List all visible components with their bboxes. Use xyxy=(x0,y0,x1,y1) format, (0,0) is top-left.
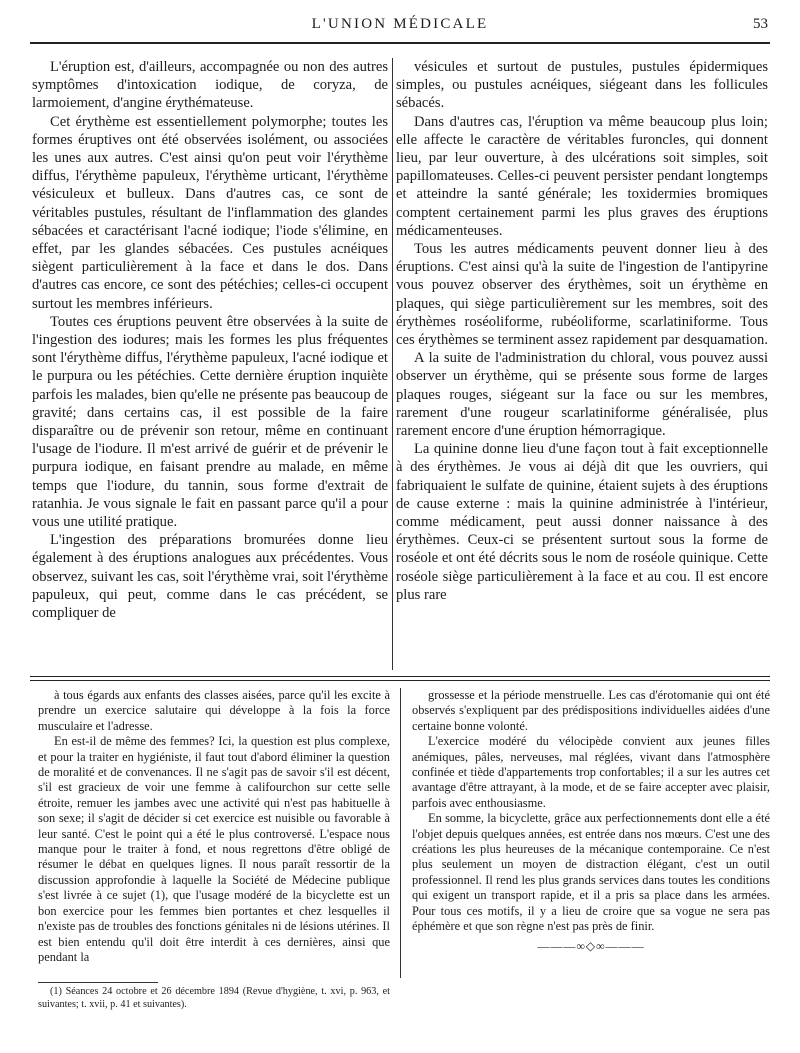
paragraph: A la suite de l'administration du chloral, vous pouvez aussi observer un érythème, qui se présente sous forme de larges plaques rouges, siégeant sur la face ou sur les membres, rarement d'une rougeur scarlatiniforme généralisée, plus rarement encore d'une éruption hémorragique. xyxy=(396,350,768,440)
main-column-left xyxy=(32,58,388,670)
paragraph: La quinine donne lieu d'une façon tout à fait exceptionnelle à des érythèmes. Je vous ai déjà dit que les ouvriers, qui fabriquaient le sulfate de quinine, étaient sujets à des éruptions de cause externe : mais la quinine administrée à l'intérieur, comme médicament, peut aussi donner naissance à des érythèmes. Ceux-ci se présentent surtout sous la forme de roséole et ont été décrits sous le nom de roséole quinique. Cette roséole siège particulièrement à la face et au cou. Il est encore plus rare xyxy=(396,441,768,603)
paragraph: L'ingestion des préparations bromurées donne lieu également à des éruptions analogues aux précédentes. Vous observez, suivant les cas, soit l'érythème vrai, soit l'érythème papuleux, qui peut, comme dans le cas précédent, se compliquer de xyxy=(32,532,388,622)
page-number: 53 xyxy=(753,16,768,32)
main-article xyxy=(30,58,770,670)
paragraph: Dans d'autres cas, l'éruption va même beaucoup plus loin; elle affecte le caractère de véritables furoncles, qui donnent lieu, par leur ouverture, à des ulcérations soit simples, soit papillomateuses. Celles-ci peuvent persister pendant longtemps et atteindre la santé générale; les toxidermies bromiques comptent certainement parmi les plus graves des éruptions médicamenteuses. xyxy=(396,113,768,239)
paragraph: grossesse et la période menstruelle. Les cas d'érotomanie qui ont été observés s'expliquent par des prédispositions individuelles aidées d'une certaine bonne volonté. xyxy=(412,688,770,733)
running-head xyxy=(30,12,770,40)
header-rule xyxy=(30,42,770,44)
paragraph: L'exercice modéré du vélocipède convient aux jeunes filles anémiques, pâles, nerveuses, mal réglées, vivant dans l'atmosphère confinée et tiède d'appartements trop confortables; il a sur les autres cet avantage d'être attrayant, à la mode, et de se faire accepter avec plaisir, parfois avec enthousiasme. xyxy=(412,734,770,810)
footnote-rule xyxy=(38,982,158,983)
running-title: L'UNION MÉDICALE xyxy=(311,16,489,32)
feuilleton-section xyxy=(38,688,770,978)
footnote-text: (1) Séances 24 octobre et 26 décembre 1894 (Revue d'hygiène, t. xvi, p. 963, et suivantes; t. xvii, p. 41 et suivantes). xyxy=(38,986,390,1010)
main-column-right xyxy=(396,58,768,670)
paragraph: L'éruption est, d'ailleurs, accompagnée ou non des autres symptômes d'intoxication iodique, de coryza, de larmoiement, d'angine érythémateuse. xyxy=(32,59,388,112)
footnote xyxy=(38,986,390,1011)
paragraph: vésicules et surtout de pustules, pustules épidermiques simples, ou pustules acnéiques, siégeant dans les follicules sébacés. xyxy=(396,59,768,112)
end-ornament: ———∞◇∞——— xyxy=(537,938,645,953)
notes-column-right xyxy=(412,688,770,978)
notes-column-left xyxy=(38,688,390,978)
paragraph: En est-il de même des femmes? Ici, la question est plus complexe, et pour la traiter en hygiéniste, il faut tout d'abord éliminer la question de moralité et de convenances. Il ne s'agit pas de savoir s'il est décent, s'il est gracieux de voir une femme à califourchon sur cette selle étroite, remuer les jambes avec une activité qui n'est pas habituelle à son sexe; il s'agit de décider si cet exercice est nuisible ou favorable à leur santé. C'est le point qui a été le plus controversé. L'espace nous manque pour le traiter à fond, et nous regrettons d'être obligé de résumer le débat en quelques lignes. Il nous paraît ressortir de la discussion approfondie à laquelle la Société de Médecine publique s'est livrée à ce sujet (1), que l'usage modéré de la bicyclette est un bon exercice pour les femmes bien portantes et chez lesquelles il n'existe pas de troubles des fonctions génitales ni de lésions utérines. Il est bien entendu qu'il doit être interdit à ces dernières, ainsi que pendant la xyxy=(38,734,390,964)
section-rule xyxy=(30,676,770,677)
paragraph: Toutes ces éruptions peuvent être observées à la suite de l'ingestion des iodures; mais les formes les plus fréquentes sont l'érythème diffus, l'érythème papuleux, l'acné iodique et le purpura ou les pétéchies. Cette dernière éruption inquiète parfois les malades, bien qu'elle ne présente pas beaucoup de gravité; dans certains cas, il est possible de la faire disparaître ou de prévenir son retour, même en continuant l'usage de l'iodure. Il m'est arrivé de guérir et de prévenir le purpura iodique, en faisant prendre au malade, en même temps que l'iodure, du tannin, sous forme d'extrait de ratanhia. Je vous signale le fait en passant parce qu'il a pour vous une utilité pratique. xyxy=(32,313,388,531)
paragraph: Tous les autres médicaments peuvent donner lieu à des éruptions. C'est ainsi qu'à la suite de l'ingestion de l'antipyrine vous pouvez observer des érythèmes, soit un érythème en plaques, qui siège particulièrement sur les membres, soit des érythèmes roséoliforme, rubéoliforme, scarlatiniforme. Tous ces érythèmes se terminent assez rapidement par desquamation. xyxy=(396,241,768,349)
section-rule xyxy=(30,680,770,681)
column-divider xyxy=(400,688,401,978)
column-divider xyxy=(392,58,393,670)
paragraph: Cet érythème est essentiellement polymorphe; toutes les formes éruptives ont été observées isolément, ou associées les unes aux autres. C'est ainsi qu'on peut voir l'érythème diffus, l'érythème papuleux, l'érythème urticant, l'érythème vésiculeux et bulleux. Dans d'autres cas, ce sont de véritables pustules, résultant de l'inflammation des glandes sébacées et caractérisant l'acné iodique; l'iode s'élimine, en effet, par les glandes sébacées. Ces pustules acnéiques siègent particulièrement à la face et dans le dos. Dans d'autres cas encore, ce sont des pétéchies; celles-ci occupent surtout les membres inférieurs. xyxy=(32,113,388,312)
paragraph: à tous égards aux enfants des classes aisées, parce qu'il les excite à prendre un exercice salutaire qui développe à la fois la force musculaire et l'adresse. xyxy=(38,688,390,733)
paragraph: En somme, la bicyclette, grâce aux perfectionnements dont elle a été l'objet depuis quelques années, est entrée dans nos mœurs. C'est une des créations les plus heureuses de la mécanique contemporaine. Ce n'est plus seulement un moyen de distraction élégant, c'est un outil professionnel. Il rend les plus grands services dans toutes les conditions qui exigent un transport rapide, et il a pris sa place dans les armées. Pour tous ces motifs, il y a lieu de croire que sa vogue ne sera pas éphémère et que son règne n'est pas près de finir. xyxy=(412,811,770,934)
